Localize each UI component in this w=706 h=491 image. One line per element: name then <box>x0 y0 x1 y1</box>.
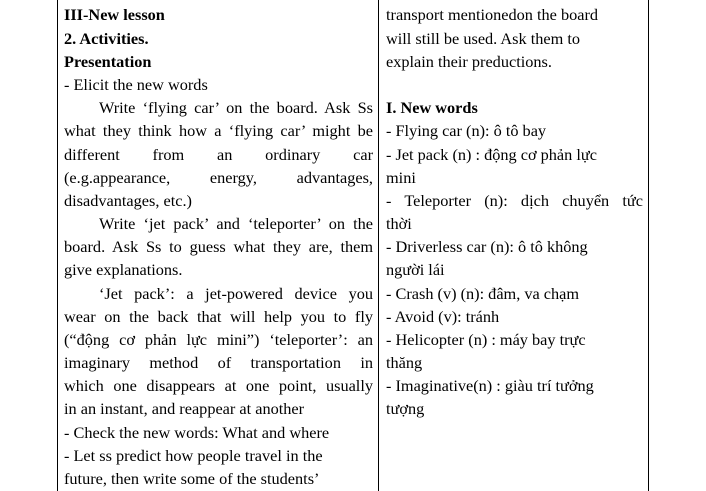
text-line: Write ‘jet pack’ and ‘teleporter’ on the <box>99 214 373 233</box>
vocab-line: thời <box>386 214 412 233</box>
text-line: imaginary method of transportation in <box>64 353 373 372</box>
text-line: future, then write some of the students’ <box>64 469 320 488</box>
heading-presentation: Presentation <box>64 52 152 71</box>
text-line: ‘Jet pack’: a jet-powered device you <box>99 284 373 303</box>
text-line: explain their preductions. <box>386 52 552 71</box>
vocab-line: - Imaginative(n) : giàu trí tưởng <box>386 376 594 395</box>
vocab-line: - Avoid (v): tránh <box>386 307 500 326</box>
vocab-line: thăng <box>386 353 423 372</box>
text-line: give explanations. <box>64 260 183 279</box>
text-line: (e.g.appearance, energy, advantages, <box>64 168 373 187</box>
table-left-border <box>57 0 58 491</box>
table-column-divider <box>378 0 379 491</box>
text-line: wear on the back that will help you to fly <box>64 307 373 326</box>
table-right-border <box>648 0 649 491</box>
vocab-line: tượng <box>386 399 425 418</box>
vocab-line: - Helicopter (n) : máy bay trực <box>386 330 586 349</box>
vocab-line: - Driverless car (n): ô tô không <box>386 237 588 256</box>
text-line: which one disappears at one point, usually <box>64 376 373 395</box>
vocab-line: - Flying car (n): ô tô bay <box>386 121 547 140</box>
text-line: different from an ordinary car <box>64 145 373 164</box>
text-line: - Elicit the new words <box>64 75 208 94</box>
heading-new-lesson: III-New lesson <box>64 5 165 24</box>
vocab-line: - Teleporter (n): dịch chuyển tức <box>386 191 643 210</box>
vocab-line: - Crash (v) (n): đâm, va chạm <box>386 284 580 303</box>
text-line: Write ‘flying car’ on the board. Ask Ss <box>99 98 373 117</box>
vocab-line: mini <box>386 168 416 187</box>
text-line: transport mentionedon the board <box>386 5 599 24</box>
text-line: will still be used. Ask them to <box>386 29 581 48</box>
text-line: what they think how a ‘flying car’ might be <box>64 121 373 140</box>
text-line: board. Ask Ss to guess what they are, them <box>64 237 373 256</box>
text-line: disadvantages, etc.) <box>64 191 192 210</box>
text-line: in an instant, and reappear at another <box>64 399 305 418</box>
heading-new-words: I. New words <box>386 98 478 117</box>
text-line: (“động cơ phản lực mini”) ‘teleporter’: an <box>64 330 373 349</box>
text-line: - Check the new words: What and where <box>64 423 330 442</box>
vocab-line: - Jet pack (n) : động cơ phản lực <box>386 145 597 164</box>
heading-activities: 2. Activities. <box>64 29 149 48</box>
text-line: - Let ss predict how people travel in the <box>64 446 323 465</box>
vocab-line: người lái <box>386 260 445 279</box>
